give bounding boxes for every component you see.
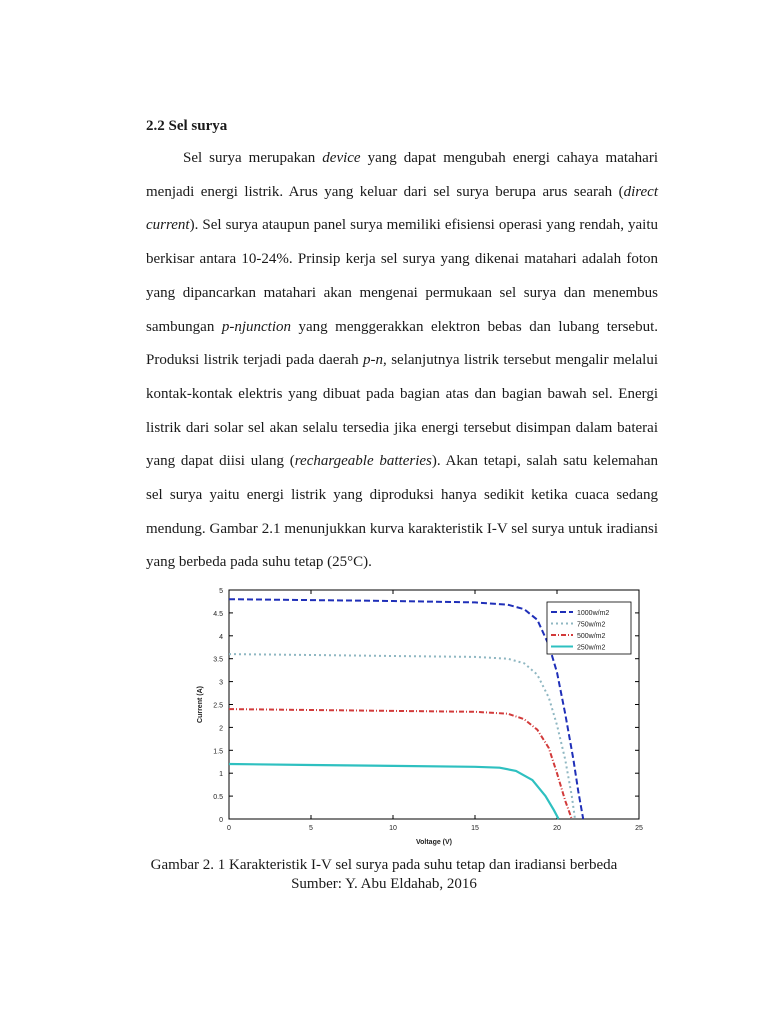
y-axis-label: Current (A) (197, 686, 204, 723)
italic-term: device (322, 150, 361, 166)
y-tick-label: 1.5 (213, 748, 223, 756)
italic-term: direct current (146, 183, 658, 234)
y-tick-label: 4 (219, 633, 223, 641)
y-tick-label: 2.5 (213, 702, 223, 710)
legend-label: 500w/m2 (577, 633, 606, 640)
paragraph-text: yang dapat mengubah energi cahaya matahari menjadi energi listrik. Arus yang keluar dari sel surya berupa arus searah ( (146, 150, 658, 200)
italic-term: rechargeable batteries (294, 453, 432, 470)
legend-label: 750w/m2 (577, 621, 606, 629)
caption-source: Sumber: Y. Abu Eldahab, 2016 (291, 876, 477, 892)
x-tick-label: 25 (635, 825, 643, 832)
legend-label: 250w/m2 (577, 644, 606, 652)
y-tick-label: 0 (219, 817, 223, 824)
x-tick-label: 0 (227, 825, 231, 832)
iv-chart (186, 582, 648, 854)
y-tick-label: 3 (219, 679, 223, 687)
italic-term: p-njunction (221, 318, 291, 335)
x-axis-label: Voltage (V) (415, 839, 453, 846)
iv-chart-figure (186, 582, 648, 854)
x-tick-label: 10 (389, 825, 397, 832)
paragraph-text: ). Sel surya ataupun panel surya memiliki efisiensi operasi yang rendah, yaitu berkisar antara 10-24%. Prinsip kerja sel surya yang dikenai matahari adalah foton yang dipancarkan matahari akan mengenai permukaan sel surya dan menembus sambungan (146, 217, 658, 335)
y-tick-label: 1 (219, 771, 223, 779)
paragraph-text: ). Akan tetapi, salah satu kelemahan sel surya yaitu energi listrik yang diproduksi hanya sedikit ketika cuaca sedang mendung. Gambar 2.1 menunjukkan kurva karakteristik I-V sel surya untuk iradiansi yang berbeda pada suhu tetap (25°C). (146, 453, 658, 571)
y-tick-label: 3.5 (213, 656, 223, 664)
y-tick-label: 4.5 (213, 610, 223, 618)
body-paragraph (146, 142, 658, 580)
y-tick-label: 5 (219, 588, 223, 595)
paragraph-text: Sel surya merupakan (183, 150, 323, 166)
section-heading: 2.2 Sel surya (146, 118, 228, 134)
x-tick-label: 20 (553, 825, 561, 832)
x-tick-label: 15 (471, 825, 479, 832)
paragraph-text: yang menggerakkan elektron bebas dan lubang tersebut. Produksi listrik terjadi pada daerah (146, 318, 658, 369)
legend-label: 1000w/m2 (577, 610, 610, 617)
paragraph-text: , selanjutnya listrik tersebut mengalir melalui kontak-kontak elektris yang dibuat pada bagian atas dan bagian bawah sel. Energi listrik dari solar sel akan selalu tersedia jika energi tersebut disimpan dalam baterai yang dapat diisi ulang ( (146, 352, 658, 470)
italic-term: p-n (363, 352, 384, 369)
figure-caption (0, 856, 768, 894)
x-tick-label: 5 (309, 825, 313, 832)
y-tick-label: 2 (219, 725, 223, 733)
y-tick-label: 0.5 (213, 794, 223, 802)
caption-title: Gambar 2. 1 Karakteristik I-V sel surya pada suhu tetap dan iradiansi berbeda (150, 857, 618, 873)
